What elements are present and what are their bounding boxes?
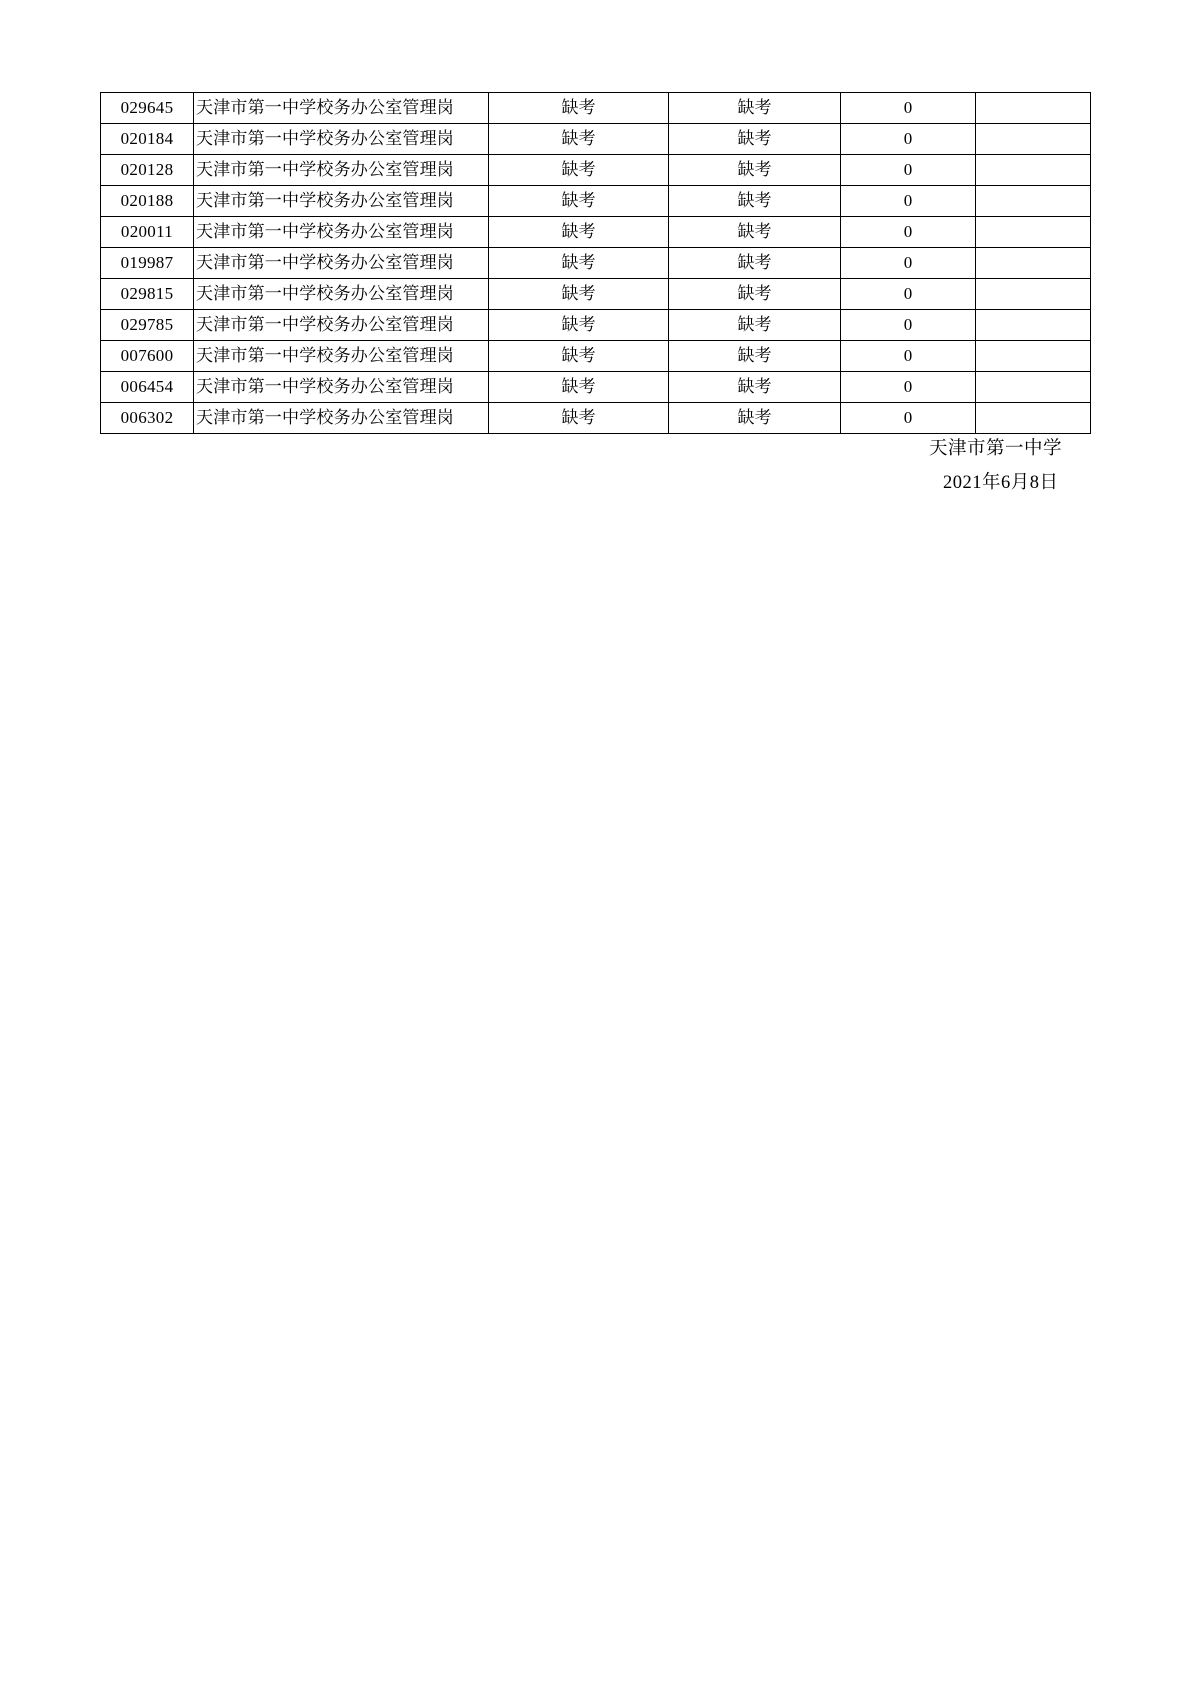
post-name: 天津市第一中学校务办公室管理岗	[194, 341, 489, 372]
results-table	[100, 92, 1091, 434]
table-row	[101, 217, 1091, 248]
written-score: 缺考	[489, 310, 669, 341]
interview-score: 缺考	[669, 155, 841, 186]
written-score: 缺考	[489, 124, 669, 155]
issue-date: 2021年6月8日	[942, 473, 1059, 493]
post-name: 天津市第一中学校务办公室管理岗	[194, 310, 489, 341]
remark	[976, 93, 1091, 124]
candidate-number: 020188	[101, 186, 194, 217]
written-score: 缺考	[489, 186, 669, 217]
interview-score: 缺考	[669, 217, 841, 248]
post-name: 天津市第一中学校务办公室管理岗	[194, 279, 489, 310]
total-score: 0	[841, 248, 976, 279]
interview-score: 缺考	[669, 124, 841, 155]
candidate-number: 020184	[101, 124, 194, 155]
total-score: 0	[841, 310, 976, 341]
interview-score: 缺考	[669, 186, 841, 217]
total-score: 0	[841, 403, 976, 434]
table-row	[101, 93, 1091, 124]
table-row	[101, 279, 1091, 310]
post-name: 天津市第一中学校务办公室管理岗	[194, 186, 489, 217]
post-name: 天津市第一中学校务办公室管理岗	[194, 124, 489, 155]
written-score: 缺考	[489, 403, 669, 434]
interview-score: 缺考	[669, 372, 841, 403]
remark	[976, 310, 1091, 341]
written-score: 缺考	[489, 248, 669, 279]
total-score: 0	[841, 372, 976, 403]
post-name: 天津市第一中学校务办公室管理岗	[194, 403, 489, 434]
post-name: 天津市第一中学校务办公室管理岗	[194, 217, 489, 248]
post-name: 天津市第一中学校务办公室管理岗	[194, 155, 489, 186]
total-score: 0	[841, 93, 976, 124]
remark	[976, 279, 1091, 310]
candidate-number: 007600	[101, 341, 194, 372]
written-score: 缺考	[489, 217, 669, 248]
remark	[976, 217, 1091, 248]
total-score: 0	[841, 341, 976, 372]
table-row	[101, 124, 1091, 155]
table-row	[101, 248, 1091, 279]
remark	[976, 403, 1091, 434]
remark	[976, 372, 1091, 403]
interview-score: 缺考	[669, 248, 841, 279]
candidate-number: 006454	[101, 372, 194, 403]
table-row	[101, 186, 1091, 217]
total-score: 0	[841, 217, 976, 248]
candidate-number: 029785	[101, 310, 194, 341]
written-score: 缺考	[489, 372, 669, 403]
candidate-number: 020128	[101, 155, 194, 186]
candidate-number: 029815	[101, 279, 194, 310]
candidate-number: 019987	[101, 248, 194, 279]
table-row	[101, 403, 1091, 434]
remark	[976, 155, 1091, 186]
interview-score: 缺考	[669, 403, 841, 434]
remark	[976, 186, 1091, 217]
remark	[976, 124, 1091, 155]
table-row	[101, 372, 1091, 403]
interview-score: 缺考	[669, 341, 841, 372]
total-score: 0	[841, 155, 976, 186]
post-name: 天津市第一中学校务办公室管理岗	[194, 372, 489, 403]
written-score: 缺考	[489, 93, 669, 124]
results-table-container	[100, 92, 1090, 434]
remark	[976, 341, 1091, 372]
table-row	[101, 341, 1091, 372]
post-name: 天津市第一中学校务办公室管理岗	[194, 248, 489, 279]
issuing-organization: 天津市第一中学	[928, 439, 1062, 459]
written-score: 缺考	[489, 279, 669, 310]
candidate-number: 020011	[101, 217, 194, 248]
total-score: 0	[841, 279, 976, 310]
remark	[976, 248, 1091, 279]
interview-score: 缺考	[669, 310, 841, 341]
total-score: 0	[841, 124, 976, 155]
signature-block	[929, 432, 1062, 500]
total-score: 0	[841, 186, 976, 217]
candidate-number: 006302	[101, 403, 194, 434]
interview-score: 缺考	[669, 93, 841, 124]
results-table-body	[101, 93, 1091, 434]
written-score: 缺考	[489, 155, 669, 186]
table-row	[101, 155, 1091, 186]
candidate-number: 029645	[101, 93, 194, 124]
table-row	[101, 310, 1091, 341]
post-name: 天津市第一中学校务办公室管理岗	[194, 93, 489, 124]
written-score: 缺考	[489, 341, 669, 372]
interview-score: 缺考	[669, 279, 841, 310]
